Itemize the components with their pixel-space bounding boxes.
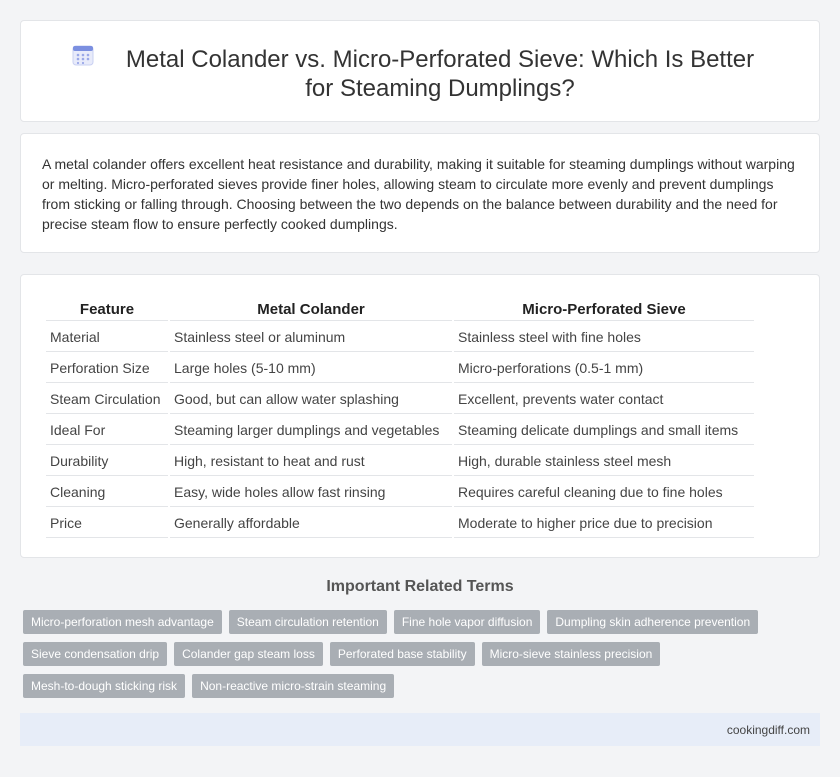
feature-cell: Price: [46, 509, 168, 538]
comparison-card: [20, 274, 820, 558]
header-metal-colander: Metal Colander: [170, 298, 452, 321]
colander-cell: Good, but can allow water splashing: [170, 385, 452, 414]
sieve-cell: Stainless steel with fine holes: [454, 323, 754, 352]
related-terms-list: [23, 610, 783, 698]
intro-card: [20, 133, 820, 253]
colander-cell: Easy, wide holes allow fast rinsing: [170, 478, 452, 507]
sieve-cell: Requires careful cleaning due to fine holes: [454, 478, 754, 507]
table-row: [46, 447, 754, 476]
table-row: [46, 478, 754, 507]
table-row: [46, 509, 754, 538]
related-term-tag[interactable]: Sieve condensation drip: [23, 642, 167, 666]
table-row: [46, 385, 754, 414]
sieve-cell: Excellent, prevents water contact: [454, 385, 754, 414]
related-term-tag[interactable]: Steam circulation retention: [229, 610, 387, 634]
colander-cell: Steaming larger dumplings and vegetables: [170, 416, 452, 445]
table-header-row: [46, 298, 754, 321]
colander-cell: Large holes (5-10 mm): [170, 354, 452, 383]
table-row: [46, 323, 754, 352]
related-term-tag[interactable]: Micro-perforation mesh advantage: [23, 610, 222, 634]
related-term-tag[interactable]: Fine hole vapor diffusion: [394, 610, 541, 634]
table-row: [46, 416, 754, 445]
feature-cell: Perforation Size: [46, 354, 168, 383]
header-micro-perforated-sieve: Micro-Perforated Sieve: [454, 298, 754, 321]
colander-cell: Generally affordable: [170, 509, 452, 538]
feature-cell: Steam Circulation: [46, 385, 168, 414]
related-term-tag[interactable]: Non-reactive micro-strain steaming: [192, 674, 394, 698]
related-term-tag[interactable]: Micro-sieve stainless precision: [482, 642, 661, 666]
intro-paragraph: A metal colander offers excellent heat resistance and durability, making it suitable for steaming dumplings without warping or melting. Micro-perforated sieves provide finer holes, allowing steam to circulate more evenly and prevent dumplings from sticking or falling through. Choosing between the two depends on the balance between durability and the need for precise steam flow to ensure perfectly cooked dumplings.: [42, 156, 795, 232]
footer: [20, 713, 820, 746]
table-row: [46, 354, 754, 383]
feature-cell: Material: [46, 323, 168, 352]
footer-site-link[interactable]: cookingdiff.com: [726, 723, 810, 737]
sieve-cell: High, durable stainless steel mesh: [454, 447, 754, 476]
comparison-table: [44, 296, 756, 540]
title-card: [20, 20, 820, 122]
feature-cell: Durability: [46, 447, 168, 476]
related-terms-heading: Important Related Terms: [326, 578, 514, 595]
colander-cell: High, resistant to heat and rust: [170, 447, 452, 476]
related-term-tag[interactable]: Perforated base stability: [330, 642, 475, 666]
header-feature: Feature: [46, 298, 168, 321]
related-term-tag[interactable]: Colander gap steam loss: [174, 642, 323, 666]
feature-cell: Cleaning: [46, 478, 168, 507]
page-title: Metal Colander vs. Micro-Perforated Sieve: Which Is Better for Steaming Dumplings?: [125, 46, 755, 102]
related-term-tag[interactable]: Mesh-to-dough sticking risk: [23, 674, 185, 698]
colander-cell: Stainless steel or aluminum: [170, 323, 452, 352]
sieve-cell: Micro-perforations (0.5-1 mm): [454, 354, 754, 383]
related-term-tag[interactable]: Dumpling skin adherence prevention: [547, 610, 758, 634]
sieve-cell: Steaming delicate dumplings and small items: [454, 416, 754, 445]
feature-cell: Ideal For: [46, 416, 168, 445]
sieve-cell: Moderate to higher price due to precision: [454, 509, 754, 538]
